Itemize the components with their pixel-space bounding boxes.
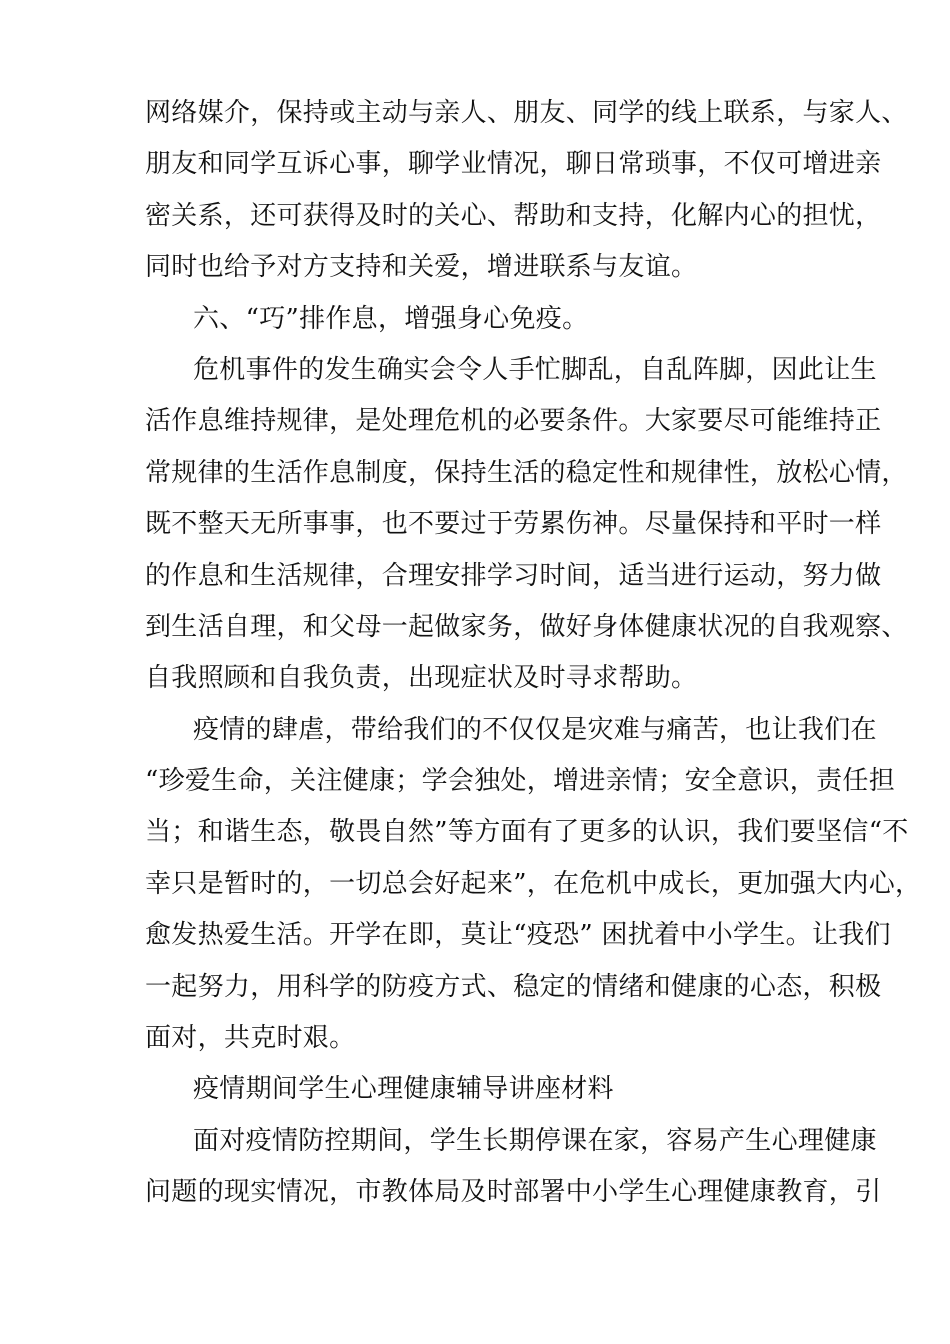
heading-text: 六、“巧”排作息，增强身心免疫。: [193, 303, 589, 334]
paragraph-online-contact: [145, 88, 908, 294]
text-line: 疫情的肆虐，带给我们的不仅仅是灾难与痛苦，也让我们在: [193, 714, 877, 745]
text-line: 网络媒介，保持或主动与亲人、朋友、同学的线上联系，与家人、: [145, 98, 908, 128]
text-line: 朋友和同学互诉心事，聊学业情况，聊日常琐事，不仅可增进亲: [145, 149, 882, 180]
document-body: [145, 88, 922, 1219]
text-line: 幸只是暂时的，一切总会好起来”，在危机中成长，更加强大内心，: [145, 868, 922, 899]
section-heading-six: [145, 294, 815, 345]
text-line: 自我照顾和自我负责，出现症状及时寻求帮助。: [145, 663, 698, 694]
paragraph-routine: [145, 345, 908, 705]
text-line: 到生活自理，和父母一起做家务，做好身体健康状况的自我观察、: [145, 611, 908, 642]
text-line: 同时也给予对方支持和关爱，增进联系与友谊。: [145, 252, 698, 283]
text-line: 当；和谐生态，敬畏自然”等方面有了更多的认识，我们要坚信“不: [145, 817, 909, 848]
section-title: [145, 1064, 815, 1115]
text-line: 面对，共克时艰。: [145, 1023, 356, 1054]
text-line: 危机事件的发生确实会令人手忙脚乱，自乱阵脚，因此让生: [193, 354, 877, 385]
text-line: 活作息维持规律，是处理危机的必要条件。大家要尽可能维持正: [145, 406, 882, 437]
text-line: 愈发热爱生活。开学在即，莫让“疫恐” 困扰着中小学生。让我们: [145, 920, 891, 951]
text-line: “珍爱生命，关注健康；学会独处，增进亲情；安全意识，责任担: [145, 766, 895, 797]
text-line: 既不整天无所事事，也不要过于劳累伤神。尽量保持和平时一样: [145, 509, 882, 540]
text-line: 常规律的生活作息制度，保持生活的稳定性和规律性，放松心情，: [145, 457, 908, 488]
text-line: 一起努力，用科学的防疫方式、稳定的情绪和健康的心态，积极: [145, 971, 882, 1002]
title-text: 疫情期间学生心理健康辅导讲座材料: [193, 1074, 614, 1105]
paragraph-introduction: [145, 1116, 882, 1219]
text-line: 问题的现实情况，市教体局及时部署中小学生心理健康教育，引: [145, 1177, 882, 1208]
paragraph-conclusion: [145, 705, 922, 1065]
text-line: 面对疫情防控期间，学生长期停课在家，容易产生心理健康: [193, 1125, 877, 1156]
text-line: 的作息和生活规律，合理安排学习时间，适当进行运动，努力做: [145, 560, 882, 591]
text-line: 密关系，还可获得及时的关心、帮助和支持，化解内心的担忧，: [145, 200, 882, 231]
